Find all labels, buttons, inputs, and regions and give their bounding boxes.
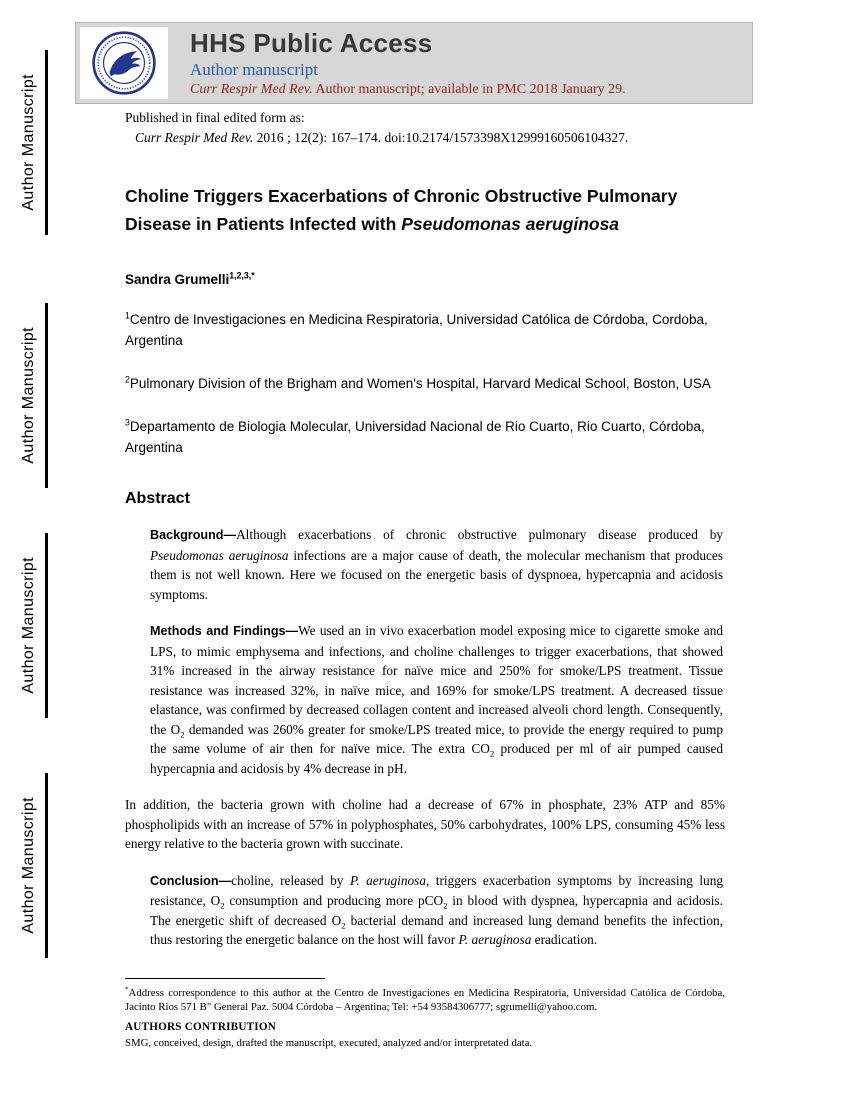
watermark-label: Author Manuscript	[20, 327, 37, 464]
header-citation: Curr Respir Med Rev. Author manuscript; available in PMC 2018 January 29.	[190, 82, 626, 97]
header-title: HHS Public Access	[190, 28, 433, 58]
header-subtitle: Author manuscript	[190, 60, 318, 79]
affiliation-1: $^1$Centro de Investigaciones en Medicina Respiratoria, Universidad Católica de Córdoba, Cordoba, Argentina	[125, 310, 708, 348]
abstract-paragraph-methods: Methods and Findings—We used an in vivo exacerbation model exposing mice to cigarette smoke and LPS, to mimic emphysema and infections, and choline challenges to trigger exacerbations, that showed 31% increased in the airway resistance for naïve mice and 250% for smoke/LPS treatment. Tissue resistance was increased 32%, in naïve mice, and 169% for smoke/LPS treatment. A decreased tissue elastance, was confirmed by decreased collagen content and increased alveoli chord length. Consequently, the $O_2$ demanded was 260% greater for smoke/LPS treated mice, to provide the energy required to pump the same volume of air then for naïve mice. The extra $CO_2$ produced per ml of air pumped caused hypercapnia and acidosis by 4% decrease in pH.	[150, 623, 724, 776]
footnote-block	[125, 978, 725, 1049]
published-citation: Curr Respir Med Rev. 2016 ; 12(2): 167–174. doi:10.2174/1573398X12999160506104327.	[135, 130, 629, 145]
author-manuscript-watermark	[20, 303, 48, 488]
watermark-bar	[45, 50, 48, 235]
hhs-logo-icon	[91, 30, 157, 96]
hhs-header-banner	[75, 22, 753, 104]
correspondence-footnote: *Address correspondence to this author at the Centro de Investigaciones en Medicina Respiratoria, Universidad Católica de Córdoba, Jacinto Rios 571 B" General Paz. 5004 Córdoba – Argentina; Tel: +54 93584306777; sgrumelli@yahoo.com.	[125, 984, 725, 1013]
abstract-paragraph-conclusion: Conclusion—choline, released by P. aeruginosa, triggers exacerbation symptoms by increasing lung resistance, $O_2$ consumption and producing more pCO$_2$ in blood with dyspnea, hypercapnia and acidosis. The energetic shift of decreased $O_2$ bacterial demand and increased lung demand benefits the infection, thus restoring the energetic balance on the host will favor P. aeruginosa eradication.	[150, 872, 723, 947]
watermark-label: Author Manuscript	[20, 74, 37, 211]
author-name: Sandra Grumelli$^{1,2,3,*}$	[125, 270, 255, 287]
author-manuscript-watermark	[20, 533, 48, 718]
authors-contribution-text: SMG, conceived, design, drafted the manuscript, executed, analyzed and/or interpretated data.	[125, 1036, 533, 1049]
watermark-bar	[45, 533, 48, 718]
watermark-label: Author Manuscript	[20, 797, 37, 934]
article-title: Choline Triggers Exacerbations of Chronic Obstructive Pulmonary Disease in Patients Infected with Pseudomonas aeruginosa	[125, 186, 678, 234]
abstract-paragraph-background: Background—Although exacerbations of chronic obstructive pulmonary disease produced by Pseudomonas aeruginosa infections are a major cause of death, the molecular mechanism that produces them is not well known. Here we focused on the energetic basis of dyspnoea, hypercapnia and acidosis symptoms.	[150, 527, 723, 602]
abstract-heading: Abstract	[125, 490, 190, 507]
affiliation-3: $^3$Departamento de Biologia Molecular, Universidad Nacional de Rio Cuarto, Rio Cuarto, Córdoba, Argentina	[125, 417, 705, 455]
affiliation-2: $^2$Pulmonary Division of the Brigham and Women's Hospital, Harvard Medical School, Boston, USA	[125, 374, 711, 391]
footnote-divider	[125, 978, 325, 979]
content-column	[125, 110, 725, 1049]
watermark-label: Author Manuscript	[20, 557, 37, 694]
watermark-bar	[45, 303, 48, 488]
header-text	[172, 23, 626, 103]
watermark-bar	[45, 773, 48, 958]
authors-contribution-heading: AUTHORS CONTRIBUTION	[125, 1020, 277, 1033]
hhs-logo-box	[80, 27, 168, 99]
author-manuscript-watermark	[20, 50, 48, 235]
published-lead: Published in final edited form as:	[125, 110, 305, 125]
author-manuscript-watermark	[20, 773, 48, 958]
abstract-paragraph-in-addition: In addition, the bacteria grown with choline had a decrease of 67% in phosphate, 23% ATP and 85% phospholipids with an increase of 57% in polyphosphates, 50% carbohydrates, 100% LPS, consuming 45% less energy relative to the bacteria grown with succinate.	[125, 797, 725, 851]
